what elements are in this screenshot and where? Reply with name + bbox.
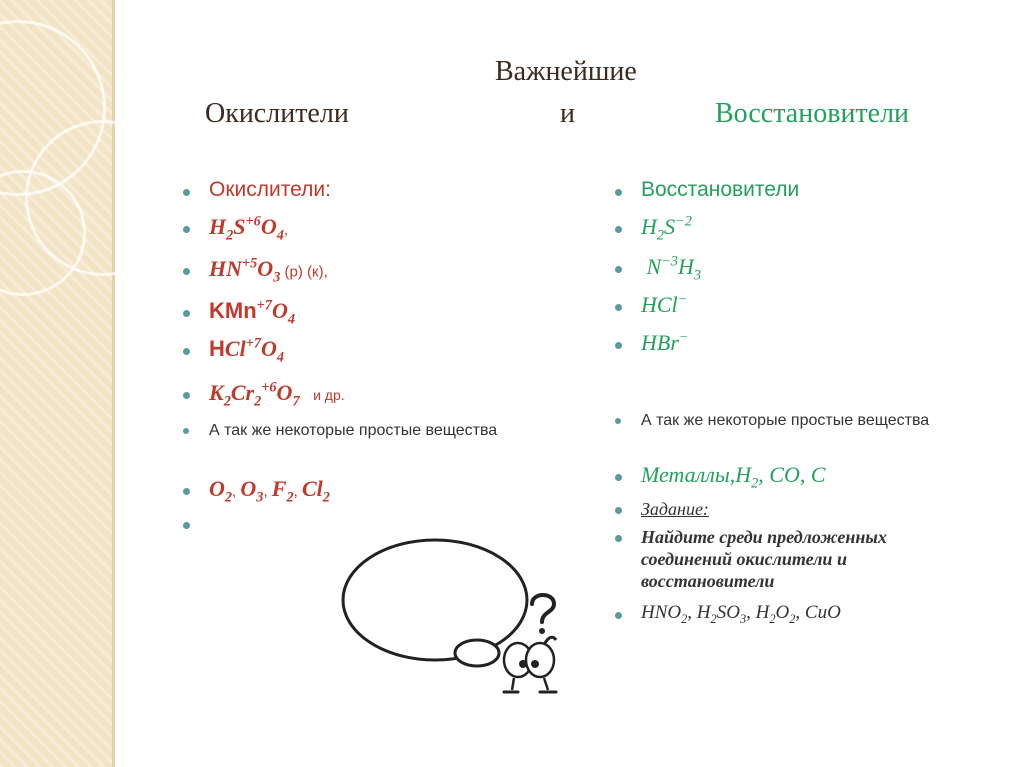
oxidizers-note: А так же некоторые простые вещества <box>209 422 498 439</box>
simple-oxidizers: $O_2$, $O_3$, $F_2$, $Cl_2$ <box>209 476 330 506</box>
reducers-list <box>615 178 985 630</box>
formula-h2so4: $H_2S^{+6}O_4$ <box>209 214 284 244</box>
list-item <box>615 254 985 292</box>
list-item <box>183 178 543 214</box>
list-item <box>183 420 543 476</box>
list-item <box>615 602 985 630</box>
list-item <box>183 256 543 298</box>
formula-hcl: HCl− <box>641 292 688 318</box>
list-item <box>615 178 985 214</box>
formula-hbr: HBr− <box>641 330 689 356</box>
oxidizers-list <box>183 178 543 546</box>
list-item <box>615 410 985 462</box>
title-reducers: Восстановители <box>715 98 910 129</box>
formula-nh3: $N^{-3}H_3$ <box>641 254 702 284</box>
list-item <box>615 214 985 254</box>
sidebar-edge <box>112 0 115 767</box>
list-item <box>183 476 543 516</box>
list-item <box>183 298 543 336</box>
formula-hclo4: $HCl^{+7}O_4$ <box>209 336 285 366</box>
simple-reducers: $Металлы,H_2$, CO, C <box>641 462 826 492</box>
title-line1: Важнейшие <box>495 56 637 87</box>
list-item <box>615 292 985 330</box>
thinking-character-icon <box>490 628 570 698</box>
list-item <box>615 498 985 526</box>
reducers-note: А так же некоторые простые вещества <box>641 412 930 429</box>
formula-h2s: $H_2S^{-2}$ <box>641 214 692 244</box>
formula-kmno4: $KMn^{+7}O_4$ <box>209 298 295 328</box>
item-trail: (р) (к), <box>280 263 328 281</box>
task-text: Найдите среди предложенных соединений окислители и восстановители <box>641 527 887 591</box>
task-label: Задание: <box>641 499 709 519</box>
list-item <box>615 462 985 498</box>
task-compounds: $HNO_2$, $H_2SO_3$, $H_2O_2$, CuO <box>641 602 841 626</box>
reducers-heading: Восстановители <box>641 178 800 201</box>
formula-k2cr2o7: $K_2Cr_2^{+6}O_7$ <box>209 380 300 410</box>
item-trail: , <box>283 221 289 239</box>
list-item <box>183 214 543 256</box>
list-item <box>183 380 543 420</box>
list-item <box>183 336 543 380</box>
list-item <box>615 526 985 602</box>
list-item <box>615 330 985 410</box>
simple-reducers-rest: , CO, C <box>758 462 826 487</box>
item-trail: и др. <box>313 387 345 404</box>
simple-reducers-prefix: Металлы, <box>641 462 736 487</box>
title-oxidizers: Окислители <box>205 98 349 129</box>
formula-hno3: $HN^{+5}O_3$ <box>209 256 281 286</box>
oxidizers-heading: Окислители: <box>209 178 331 201</box>
title-and: и <box>560 98 575 129</box>
